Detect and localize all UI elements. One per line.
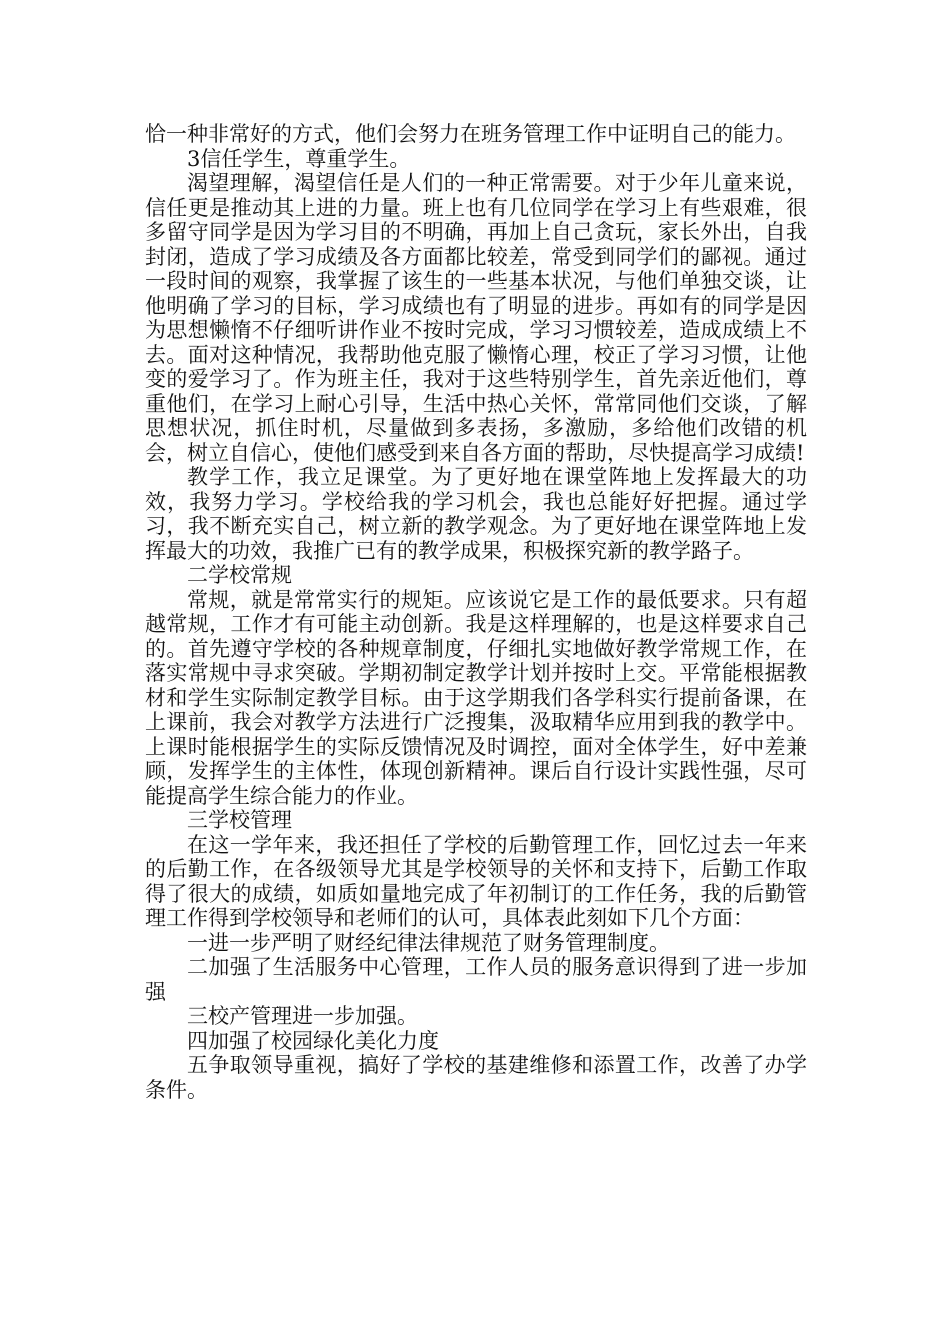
paragraph-routine: 常规，就是常常实行的规矩。应该说它是工作的最低要求。只有超越常规，工作才有可能主动创新。我是这样理解的，也是这样要求自己的。首先遵守学校的各种规章制度，仔细扎实地做好教学常规工作，在落实常规中寻求突破。学期初制定教学计划并按时上交。平常能根据教材和学生实际制定教学目标。由于这学期我们各学科实行提前备课，在上课前，我会对教学方法进行广泛搜集，汲取精华应用到我的教学中。上课时能根据学生的实际反馈情况及时调控，面对全体学生，好中差兼顾，发挥学生的主体性，体现创新精神。课后自行设计实践性强，尽可能提高学生综合能力的作业。 <box>145 587 807 808</box>
list-item-4: 四加强了校园绿化美化力度 <box>187 1028 439 1053</box>
paragraph-management: 在这一学年来，我还担任了学校的后勤管理工作，回忆过去一年来的后勤工作，在各级领导尤其是学校领导的关怀和支持下，后勤工作取得了很大的成绩，如质如量地完成了年初制订的工作任务，我的后勤管理工作得到学校领导和老师们的认可，具体表此刻如下几个方面： <box>145 832 807 930</box>
section-heading-school-management: 三学校管理 <box>187 808 292 832</box>
paragraph-trust: 渴望理解，渴望信任是人们的一种正常需要。对于少年儿童来说，信任更是推动其上进的力量。班上也有几位同学在学习上有些艰难，很多留守同学是因为学习目的不明确，再加上自己贪玩，家长外出，自我封闭，造成了学习成绩及各方面都比较差，常受到同学们的鄙视。通过一段时间的观察，我掌握了该生的一些基本状况，与他们单独交谈，让他明确了学习的目标，学习成绩也有了明显的进步。再如有的同学是因为思想懒惰不仔细听讲作业不按时完成，学习习惯较差，造成成绩上不去。面对这种情况，我帮助他克服了懒惰心理，校正了学习习惯，让他变的爱学习了。作为班主任，我对于这些特别学生，首先亲近他们，尊重他们，在学习上耐心引导，生活中热心关怀，常常同他们交谈，了解思想状况，抓住时机，尽量做到多表扬，多激励，多给他们改错的机会，树立自信心，使他们感受到来自各方面的帮助，尽快提高学习成绩! <box>145 171 807 465</box>
list-item-2: 二加强了生活服务中心管理，工作人员的服务意识得到了进一步加强 <box>145 955 807 1004</box>
list-item-1: 一进一步严明了财经纪律法律规范了财务管理制度。 <box>187 930 670 955</box>
list-item-3: 三校产管理进一步加强。 <box>187 1004 418 1028</box>
section-heading-school-routine: 二学校常规 <box>187 563 292 587</box>
paragraph-teaching: 教学工作，我立足课堂。为了更好地在课堂阵地上发挥最大的功效，我努力学习。学校给我的学习机会，我也总能好好把握。通过学习，我不断充实自己，树立新的教学观念。为了更好地在课堂阵地上发挥最大的功效，我推广已有的教学成果，积极探究新的教学路子。 <box>145 465 807 563</box>
paragraph-continuation: 恰一种非常好的方式，他们会努力在班务管理工作中证明自己的能力。 <box>145 122 796 146</box>
document-page <box>145 122 807 1102</box>
list-item-5: 五争取领导重视，搞好了学校的基建维修和添置工作，改善了办学条件。 <box>145 1053 807 1102</box>
section-heading-trust-students: 3信任学生，尊重学生。 <box>187 146 411 171</box>
